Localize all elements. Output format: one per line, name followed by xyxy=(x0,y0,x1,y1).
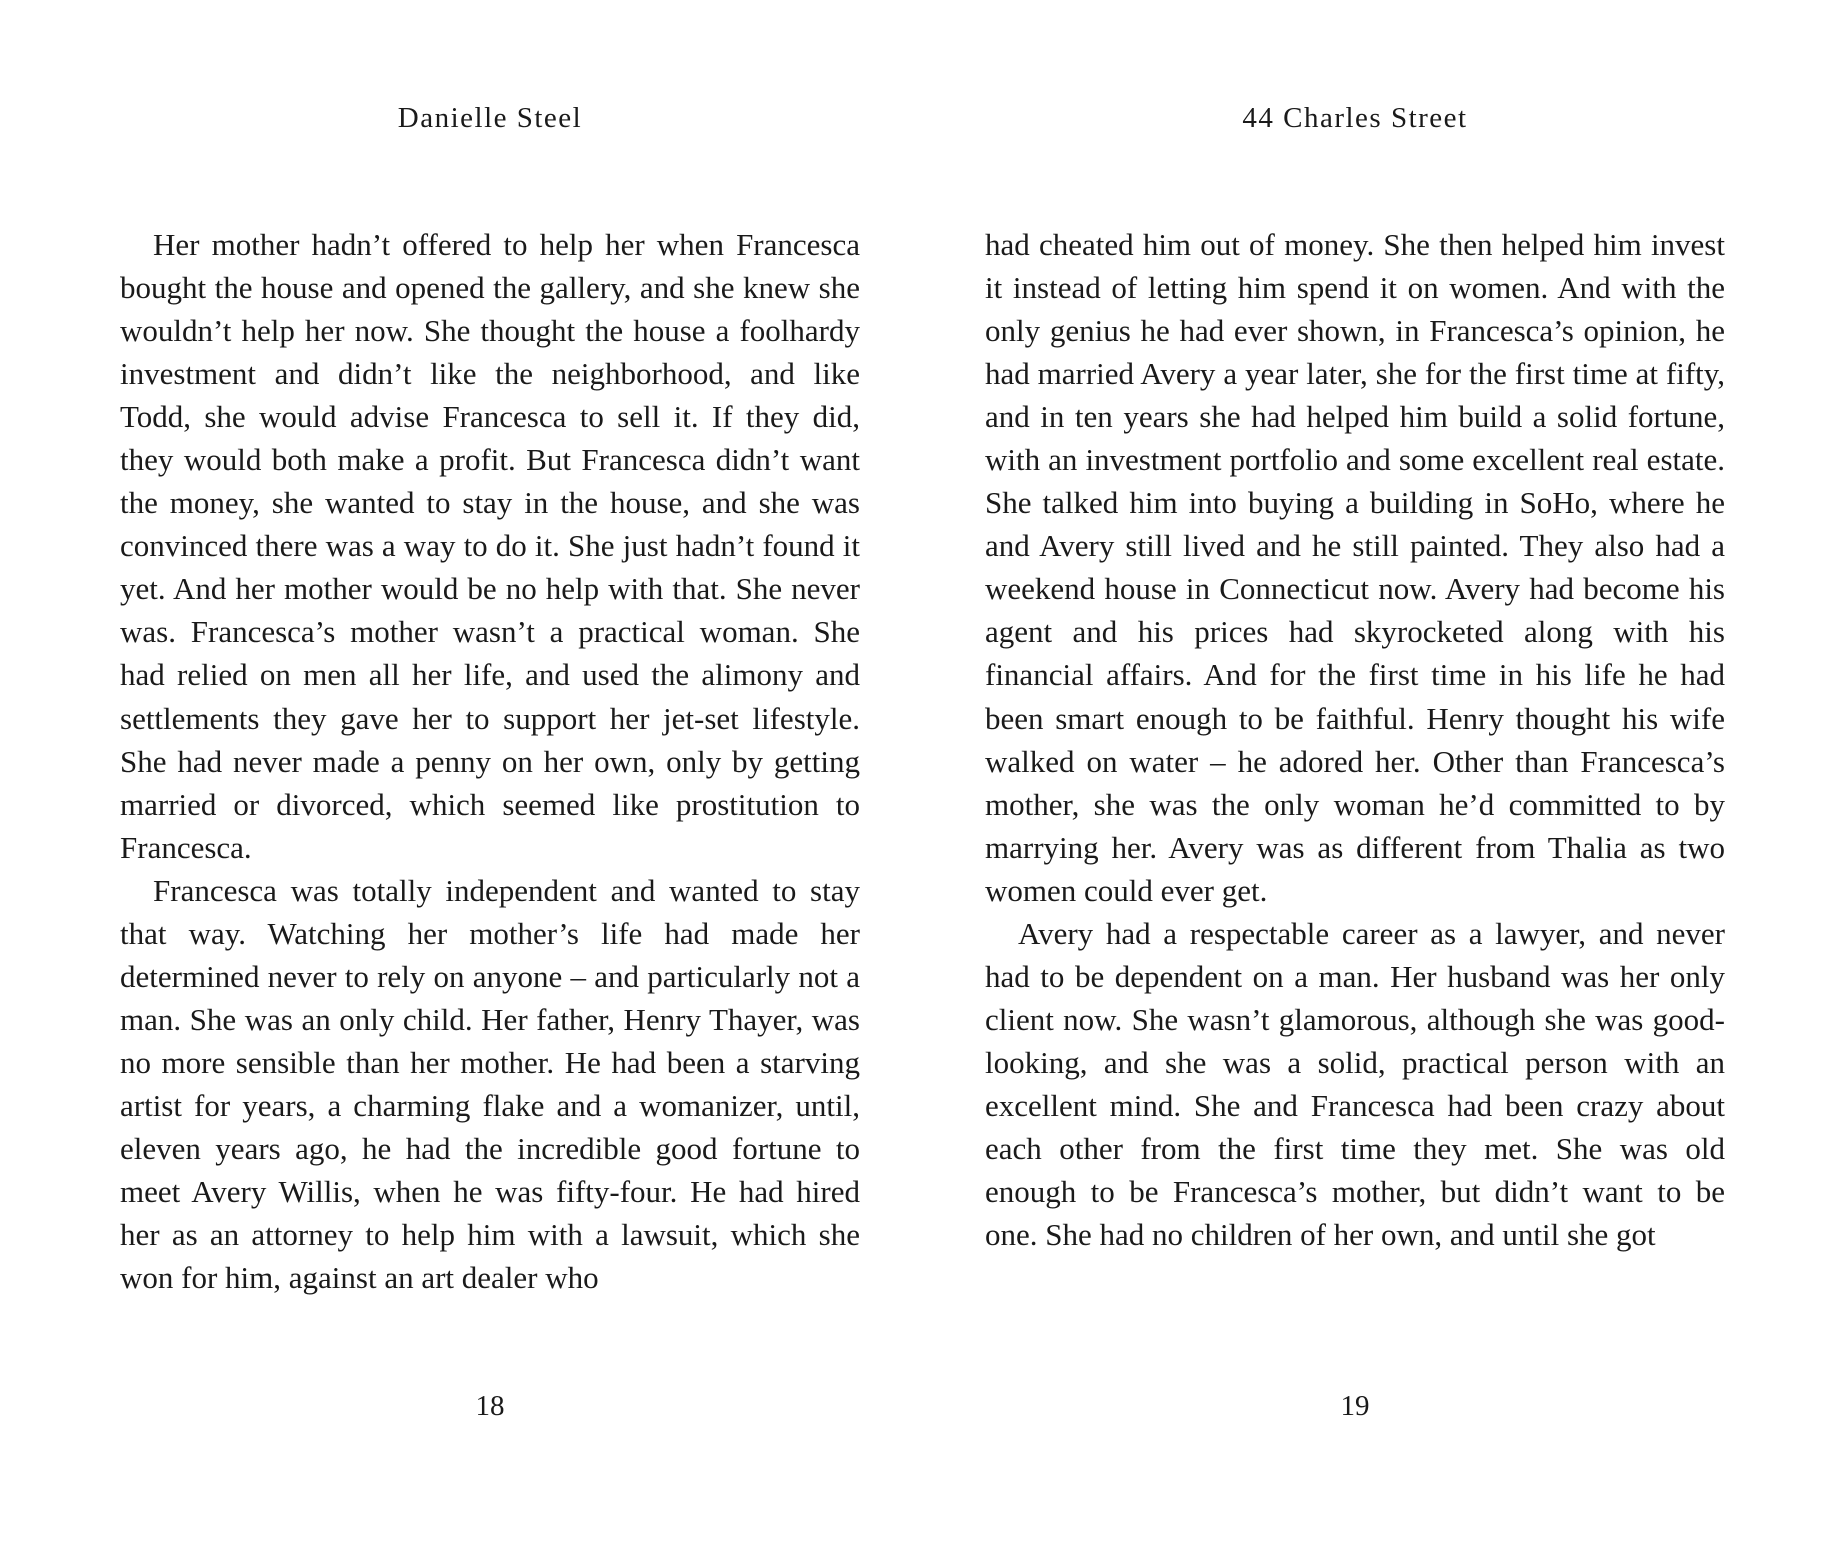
page-number: 18 xyxy=(475,1390,505,1422)
left-page xyxy=(120,0,860,1552)
paragraph-continued: had cheated him out of money. She then helped him invest it instead of letting him spend it on women. And with the only genius he had ever shown, in Francesca’s opinion, he had married Avery a year later, she for the first time at fifty, and in ten years she had helped him build a solid fortune, with an investment portfolio and some excellent real estate. She talked him into buying a building in SoHo, where he and Avery still lived and he still painted. They also had a weekend house in Connecticut now. Avery had become his agent and his prices had skyrocketed along with his financial affairs. And for the first time in his life he had been smart enough to be faithful. Henry thought his wife walked on water – he adored her. Other than Francesca’s mother, she was the only woman he’d committed to by marrying her. Avery was as different from Thalia as two women could ever get. xyxy=(985,227,1725,908)
paragraph: Avery had a respectable career as a lawyer, and never had to be dependent on a man. Her husband was her only client now. She wasn’t glamorous, although she was good-looking, and she was a solid, practical person with an excellent mind. She and Francesca had been crazy about each other from the first time they met. She was old enough to be Francesca’s mother, but didn’t want to be one. She had no children of her own, and until she got xyxy=(985,915,1725,1253)
running-head-title: 44 Charles Street xyxy=(1242,102,1468,134)
right-page xyxy=(985,0,1725,1552)
left-page-body xyxy=(120,223,860,1299)
paragraph: Francesca was totally independent and wanted to stay that way. Watching her mother’s life had made her determined never to rely on anyone – and particularly not a man. She was an only child. Her father, Henry Thayer, was no more sensible than her mother. He had been a starving artist for years, a charming flake and a womanizer, until, eleven years ago, he had the incredible good fortune to meet Avery Willis, when he was fifty-four. He had hired her as an attorney to help him with a lawsuit, which she won for him, against an art dealer who xyxy=(120,872,860,1296)
running-head-author: Danielle Steel xyxy=(397,102,583,134)
page-number: 19 xyxy=(1340,1390,1370,1422)
paragraph: Her mother hadn’t offered to help her when Francesca bought the house and opened the gallery, and she knew she wouldn’t help her now. She thought the house a foolhardy investment and didn’t like the neighborhood, and like Todd, she would advise Francesca to sell it. If they did, they would both make a profit. But Francesca didn’t want the money, she wanted to stay in the house, and she was convinced there was a way to do it. She just hadn’t found it yet. And her mother would be no help with that. She never was. Francesca’s mother wasn’t a practical woman. She had relied on men all her life, and used the alimony and settlements they gave her to support her jet-set lifestyle. She had never made a penny on her own, only by getting married or divorced, which seemed like prostitution to Francesca. xyxy=(120,227,860,865)
right-page-body xyxy=(985,223,1725,1256)
